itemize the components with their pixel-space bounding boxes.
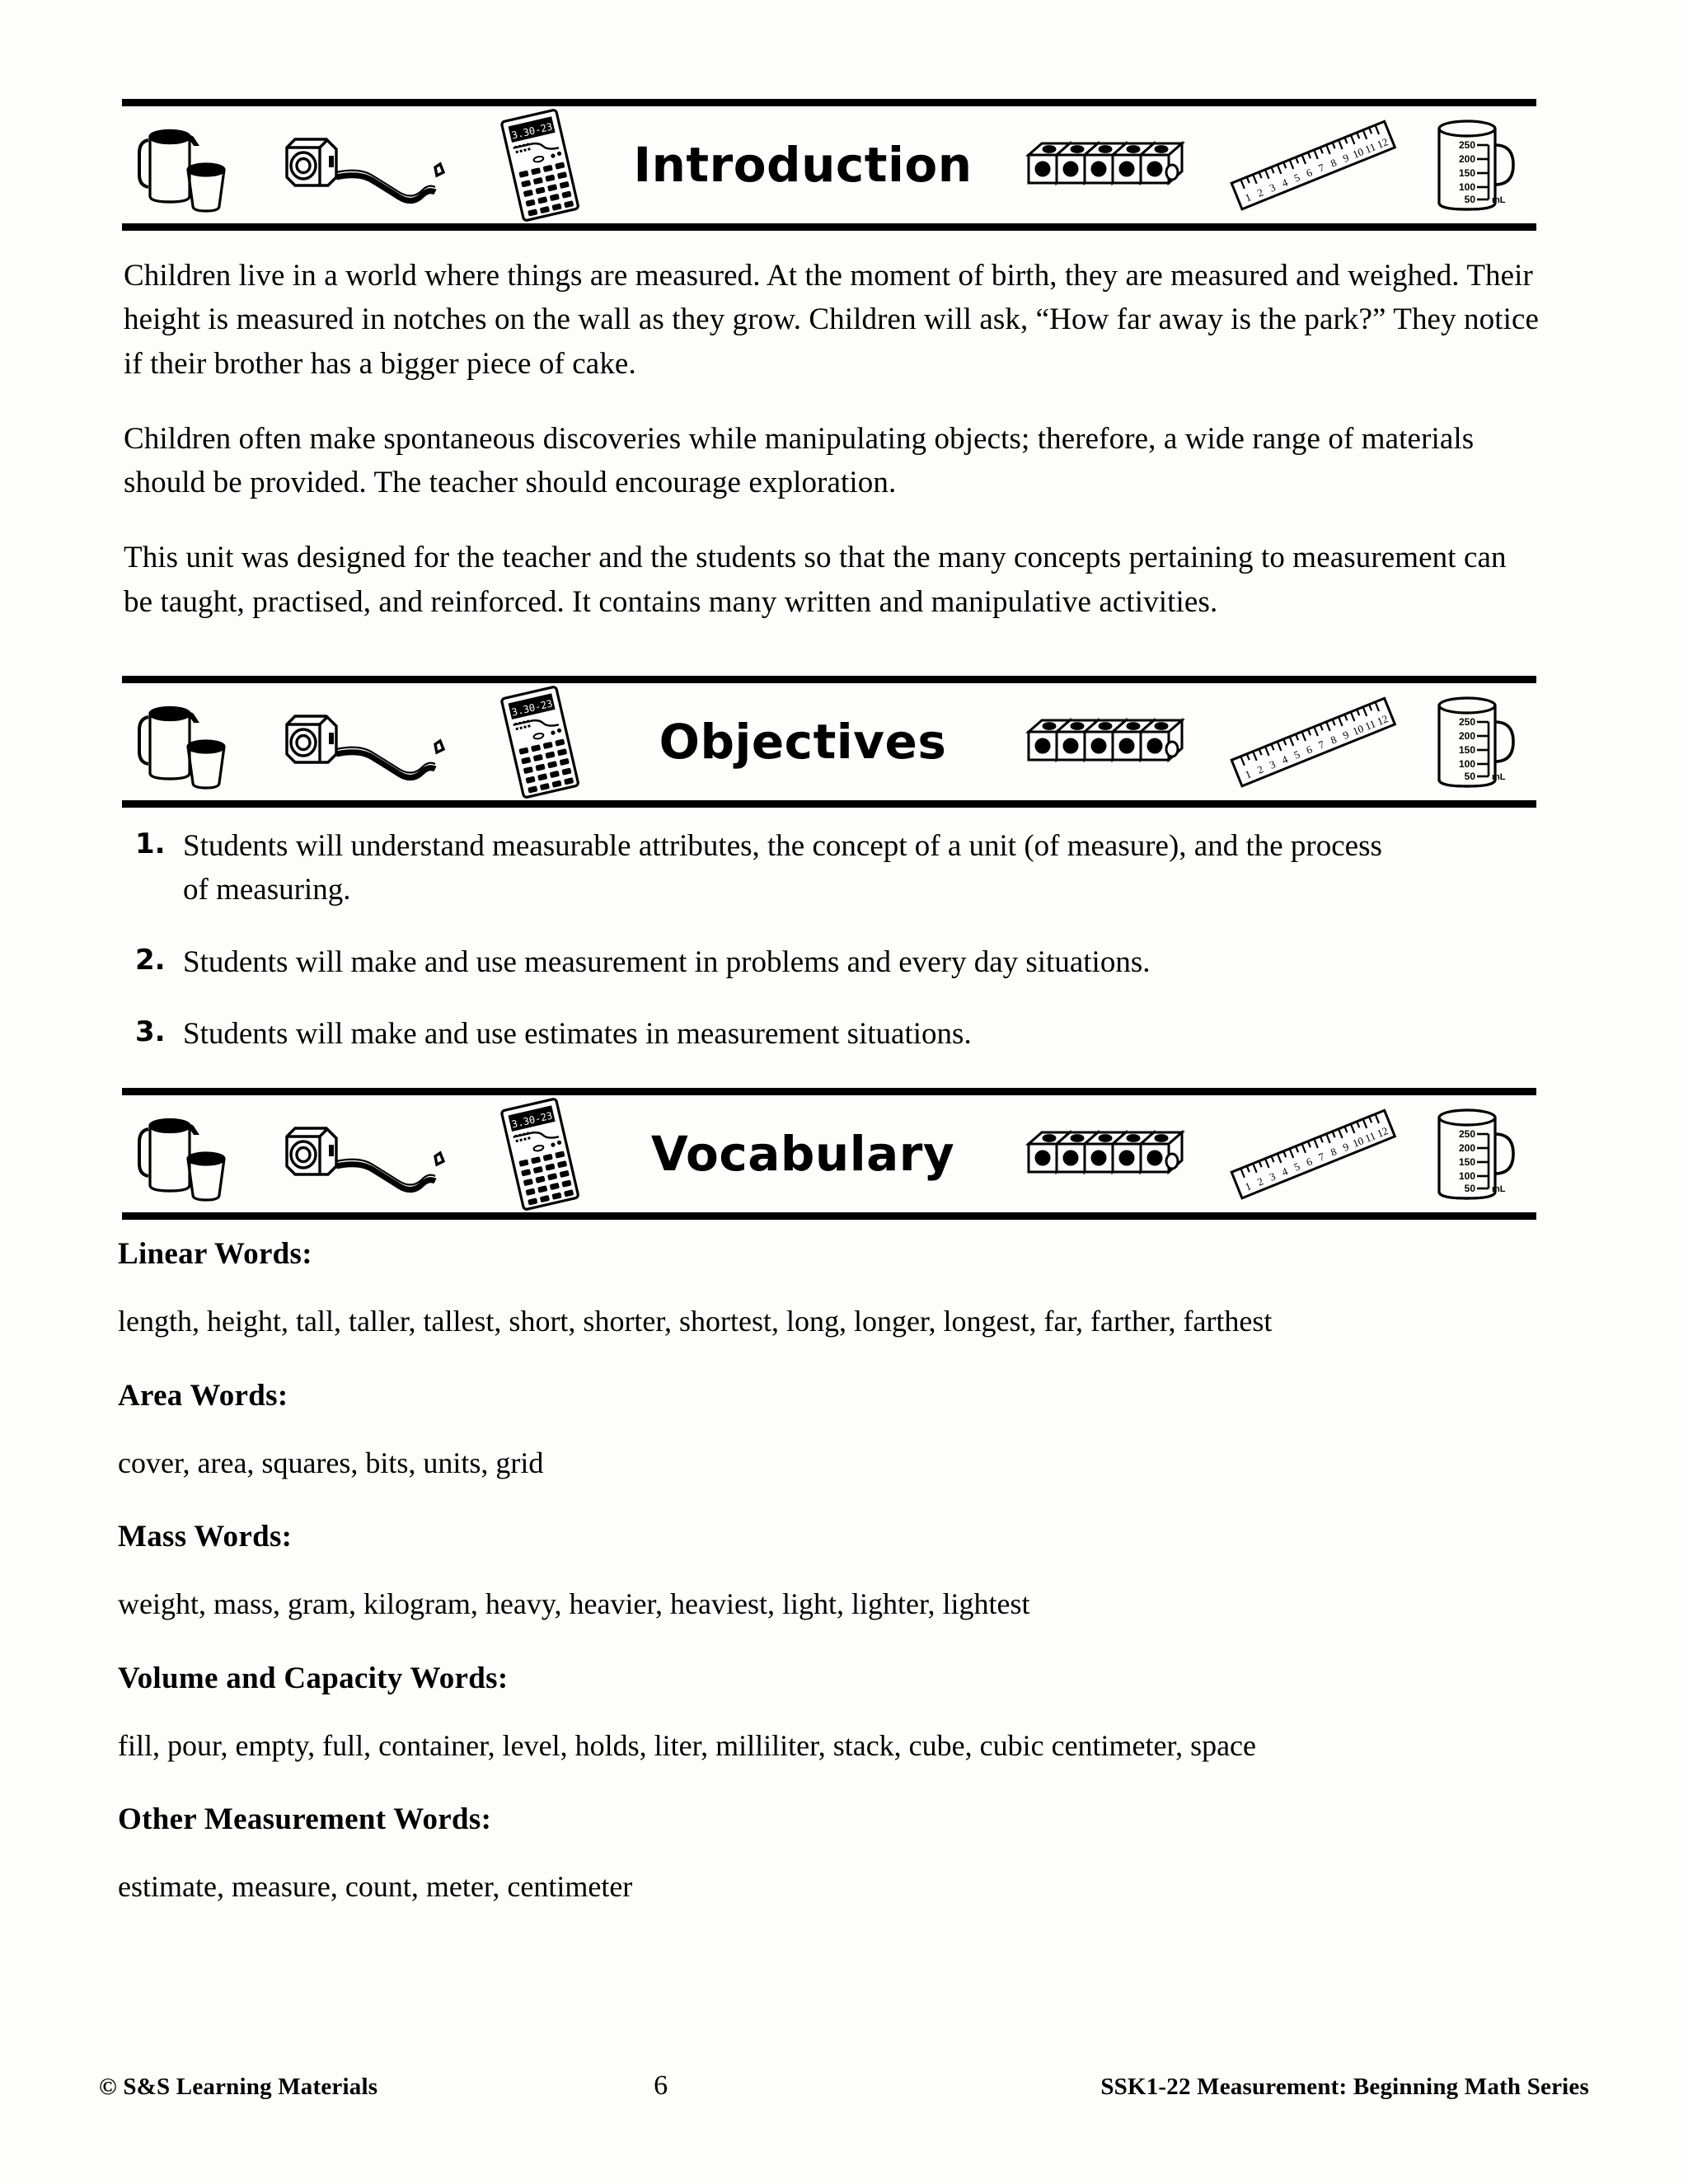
objective-number: 1. [135,827,166,860]
svg-text:6: 6 [1304,743,1315,757]
vocab-heading: Mass Words: [118,1520,293,1554]
page-footer [99,2070,1589,2102]
svg-text:8: 8 [1329,1145,1339,1159]
vocab-heading: Other Measurement Words: [118,1802,492,1837]
svg-text:50: 50 [1464,770,1475,782]
svg-text:7: 7 [1316,738,1326,752]
svg-text:100: 100 [1458,180,1475,193]
objective-item [124,940,1541,984]
svg-text:12: 12 [1375,135,1390,152]
svg-text:1: 1 [1243,1179,1253,1193]
footer-copyright: © S&S Learning Materials [99,2074,378,2100]
svg-text:9: 9 [1341,1140,1351,1154]
section-banner-introduction [122,99,1536,231]
svg-text:6: 6 [1304,1155,1315,1169]
tape-measure-icon [279,1108,472,1199]
pitcher-and-cup-icon [130,115,254,214]
calculator-icon [497,687,584,798]
svg-text:7: 7 [1316,1150,1326,1164]
section-title-introduction: Introduction [633,137,973,193]
svg-text:250: 250 [1458,715,1475,728]
pitcher-and-cup-icon [130,1104,254,1203]
svg-text:9: 9 [1341,728,1351,742]
svg-text:200: 200 [1458,729,1475,742]
banner-title-slot [584,137,1022,193]
svg-text:3.30-23: 3.30-23 [510,1109,554,1131]
banner-rule-top [122,99,1536,106]
calculator-icon [497,110,584,221]
svg-text:8: 8 [1329,156,1339,170]
objectives-list [124,824,1541,1084]
svg-text:5: 5 [1292,1160,1302,1174]
footer-page-number: 6 [654,2070,668,2101]
svg-text:50: 50 [1464,1182,1475,1194]
svg-text:mL: mL [1492,771,1506,782]
section-title-vocabulary: Vocabulary [650,1126,955,1182]
svg-text:150: 150 [1458,1155,1475,1168]
vocab-words: fill, pour, empty, full, container, level, holds, liter, milliliter, stack, cube, cubic centimeter, space [118,1728,1257,1762]
intro-paragraph-2: Children often make spontaneous discoveries while manipulating objects; therefore, a wide range of materials should be provided. The teacher should encourage exploration. [124,421,1475,500]
svg-text:11: 11 [1362,140,1378,156]
snap-cubes-icon [1022,130,1199,200]
svg-text:50: 50 [1464,193,1475,205]
snap-cubes-icon [1022,1119,1199,1189]
section-banner-objectives [122,676,1536,808]
ruler-icon [1224,1104,1401,1203]
ruler-icon [1224,115,1401,214]
svg-text:250: 250 [1458,1127,1475,1140]
svg-text:4: 4 [1279,752,1290,766]
svg-text:5: 5 [1292,171,1302,185]
svg-text:6: 6 [1304,166,1315,180]
banner-rule-bottom [122,800,1536,808]
objective-number: 3. [135,1015,166,1048]
svg-text:mL: mL [1492,1183,1506,1194]
svg-text:100: 100 [1458,1169,1475,1182]
svg-text:2: 2 [1255,1174,1265,1188]
svg-text:4: 4 [1279,176,1290,190]
introduction-body [124,254,1541,655]
tape-measure-icon [279,696,472,787]
svg-text:4: 4 [1279,1165,1290,1179]
measuring-cup-icon [1426,691,1525,794]
svg-text:250: 250 [1458,138,1475,151]
svg-text:10: 10 [1350,145,1366,161]
pitcher-and-cup-icon [130,692,254,791]
svg-text:8: 8 [1329,733,1339,747]
svg-text:mL: mL [1492,194,1506,205]
objective-text: Students will make and use estimates in measurement situations. [183,1016,972,1051]
svg-text:150: 150 [1458,166,1475,179]
svg-text:12: 12 [1375,712,1390,729]
svg-text:200: 200 [1458,1141,1475,1154]
banner-rule-bottom [122,1212,1536,1220]
objective-text: Students will understand measurable attributes, the concept of a unit (of measure), and the process of measuring. [183,829,1382,907]
banner-rule-bottom [122,223,1536,231]
vocab-words: length, height, tall, taller, tallest, short, shorter, shortest, long, longer, longest, far, farther, farthest [118,1305,1273,1338]
intro-paragraph-1: Children live in a world where things are measured. At the moment of birth, they are measured and weighed. Their height is measured in notches on the wall as they grow. Children will ask, “How far away is the park?” They notice if their brother has a bigger piece of cake. [124,259,1540,381]
banner-title-slot [584,1126,1022,1182]
svg-text:3.30-23: 3.30-23 [510,697,554,719]
svg-text:5: 5 [1292,748,1302,762]
banner-rule-top [122,676,1536,683]
svg-text:3.30-23: 3.30-23 [510,120,554,142]
vocab-words: weight, mass, gram, kilogram, heavy, heavier, heaviest, light, lighter, lightest [118,1587,1030,1621]
vocab-words: cover, area, squares, bits, units, grid [118,1446,544,1479]
measuring-cup-icon [1426,1103,1525,1206]
svg-text:1: 1 [1243,767,1253,781]
svg-text:10: 10 [1350,1134,1366,1150]
objective-number: 2. [135,943,166,977]
svg-text:100: 100 [1458,757,1475,770]
intro-paragraph-3: This unit was designed for the teacher and the students so that the many concepts pertaining to measurement can be taught, practised, and reinforced. It contains many written and manipulative activities. [124,541,1507,619]
svg-text:7: 7 [1316,161,1326,175]
vocab-words: estimate, measure, count, meter, centimeter [118,1870,633,1904]
measuring-cup-icon [1426,114,1525,217]
svg-text:9: 9 [1341,151,1351,165]
objective-text: Students will make and use measurement in problems and every day situations. [183,944,1151,979]
snap-cubes-icon [1022,707,1199,777]
banner-rule-top [122,1088,1536,1095]
svg-text:200: 200 [1458,152,1475,165]
svg-text:11: 11 [1362,1129,1378,1145]
svg-text:150: 150 [1458,743,1475,756]
svg-text:11: 11 [1362,717,1378,733]
objective-item [124,1012,1541,1056]
calculator-icon [497,1099,584,1210]
svg-text:3: 3 [1267,757,1278,771]
svg-text:2: 2 [1255,185,1265,199]
banner-title-slot [584,714,1022,770]
svg-text:10: 10 [1350,722,1366,738]
vocabulary-content [118,1236,1552,1943]
tape-measure-icon [279,120,472,210]
svg-text:1: 1 [1243,190,1253,204]
svg-text:3: 3 [1267,1169,1278,1183]
svg-text:3: 3 [1267,180,1278,194]
svg-text:12: 12 [1375,1124,1390,1141]
vocab-heading: Area Words: [118,1378,288,1413]
objective-item [124,824,1541,912]
section-banner-vocabulary [122,1088,1536,1220]
footer-series: SSK1-22 Measurement: Beginning Math Series [1100,2074,1589,2100]
svg-text:2: 2 [1255,762,1265,776]
vocab-heading: Volume and Capacity Words: [118,1661,509,1695]
vocab-heading: Linear Words: [118,1237,312,1271]
section-title-objectives: Objectives [659,714,947,770]
ruler-icon [1224,692,1401,791]
